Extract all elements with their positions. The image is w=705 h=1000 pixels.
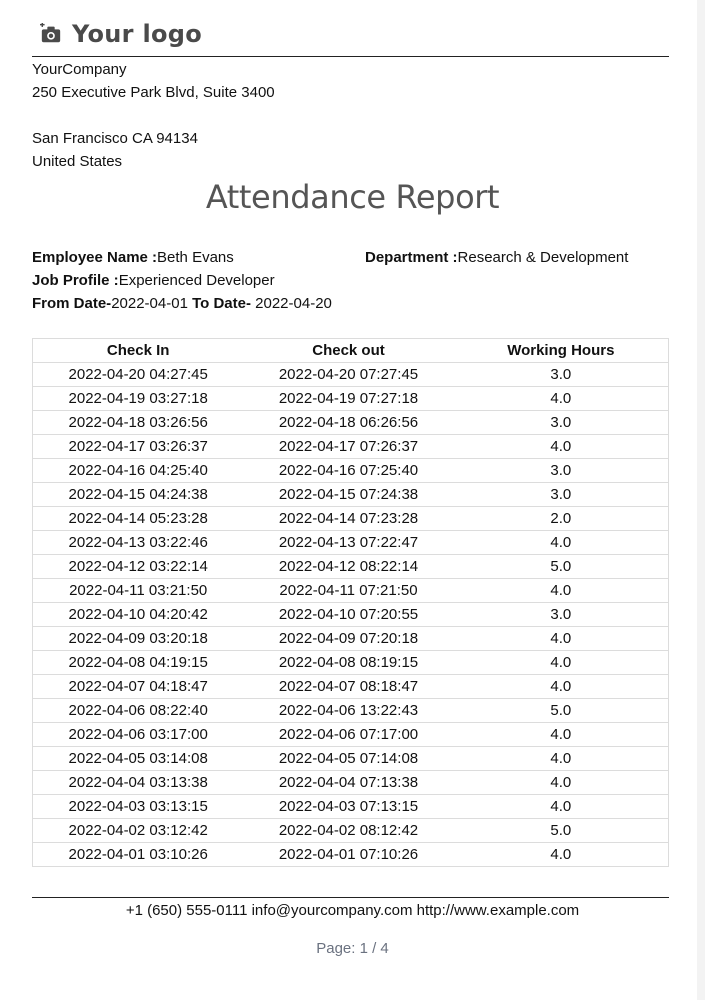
check-in-cell: 2022-04-10 04:20:42 [33,603,244,627]
check-out-cell: 2022-04-04 07:13:38 [243,771,453,795]
check-in-cell: 2022-04-19 03:27:18 [33,387,244,411]
job-profile-line [32,269,275,292]
logo-text: Your logo [72,20,203,48]
table-row [33,531,669,555]
employee-name-value: Beth Evans [157,249,234,266]
job-profile-value: Experienced Developer [118,272,275,289]
table-row [33,675,669,699]
table-row [33,651,669,675]
working-hours-cell: 4.0 [454,435,669,459]
page-number: Page: 1 / 4 [316,940,389,957]
camera-icon [40,23,62,45]
table-body [33,363,669,867]
table-header-row [33,339,669,363]
check-out-cell: 2022-04-10 07:20:55 [243,603,453,627]
check-in-cell: 2022-04-09 03:20:18 [33,627,244,651]
company-city: San Francisco CA 94134 [32,130,198,147]
working-hours-cell: 4.0 [454,531,669,555]
report-title: Attendance Report [205,178,500,216]
check-in-cell: 2022-04-07 04:18:47 [33,675,244,699]
check-in-cell: 2022-04-15 04:24:38 [33,483,244,507]
table-row [33,795,669,819]
table-row [33,603,669,627]
table-row [33,459,669,483]
table-row [33,819,669,843]
check-in-cell: 2022-04-02 03:12:42 [33,819,244,843]
check-out-cell: 2022-04-02 08:12:42 [243,819,453,843]
table-row [33,483,669,507]
table-row [33,555,669,579]
working-hours-cell: 4.0 [454,387,669,411]
table-row [33,747,669,771]
working-hours-cell: 4.0 [454,675,669,699]
check-out-cell: 2022-04-16 07:25:40 [243,459,453,483]
table-row [33,627,669,651]
working-hours-cell: 4.0 [454,843,669,867]
check-out-cell: 2022-04-05 07:14:08 [243,747,453,771]
table-row [33,435,669,459]
check-out-cell: 2022-04-08 08:19:15 [243,651,453,675]
check-out-cell: 2022-04-20 07:27:45 [243,363,453,387]
working-hours-cell: 2.0 [454,507,669,531]
table-row [33,363,669,387]
header-divider [32,56,669,57]
working-hours-cell: 5.0 [454,699,669,723]
page-edge [697,0,705,1000]
working-hours-cell: 4.0 [454,771,669,795]
from-date-value: 2022-04-01 [111,295,188,312]
from-date-label: From Date- [32,295,112,312]
working-hours-cell: 4.0 [454,795,669,819]
table-row [33,771,669,795]
working-hours-cell: 3.0 [454,483,669,507]
working-hours-cell: 3.0 [454,459,669,483]
working-hours-cell: 4.0 [454,627,669,651]
company-country: United States [32,153,123,170]
check-in-cell: 2022-04-16 04:25:40 [33,459,244,483]
check-out-cell: 2022-04-17 07:26:37 [243,435,453,459]
check-in-cell: 2022-04-18 03:26:56 [33,411,244,435]
working-hours-cell: 4.0 [454,723,669,747]
check-in-cell: 2022-04-20 04:27:45 [33,363,244,387]
attendance-table [32,338,669,867]
check-out-cell: 2022-04-13 07:22:47 [243,531,453,555]
employee-name-label: Employee Name : [32,249,158,266]
company-logo [40,16,202,52]
check-in-cell: 2022-04-13 03:22:46 [33,531,244,555]
working-hours-cell: 4.0 [454,651,669,675]
check-out-cell: 2022-04-07 08:18:47 [243,675,453,699]
department-label: Department : [365,249,458,266]
check-out-cell: 2022-04-06 07:17:00 [243,723,453,747]
check-in-cell: 2022-04-03 03:13:15 [33,795,244,819]
check-out-cell: 2022-04-12 08:22:14 [243,555,453,579]
table-row [33,723,669,747]
check-out-cell: 2022-04-06 13:22:43 [243,699,453,723]
to-date-label: To Date- [192,295,251,312]
check-out-cell: 2022-04-11 07:21:50 [243,579,453,603]
check-in-cell: 2022-04-12 03:22:14 [33,555,244,579]
check-out-cell: 2022-04-15 07:24:38 [243,483,453,507]
working-hours-cell: 4.0 [454,579,669,603]
working-hours-cell: 4.0 [454,747,669,771]
working-hours-cell: 3.0 [454,603,669,627]
table-row [33,579,669,603]
footer-contact: +1 (650) 555-0111 info@yourcompany.com http://www.example.com [125,902,580,919]
check-out-cell: 2022-04-09 07:20:18 [243,627,453,651]
company-name: YourCompany [32,61,127,78]
check-out-cell: 2022-04-14 07:23:28 [243,507,453,531]
column-header-check-in: Check In [33,339,244,363]
department-line [365,246,628,269]
column-header-check-out: Check out [243,339,453,363]
check-out-cell: 2022-04-18 06:26:56 [243,411,453,435]
check-in-cell: 2022-04-11 03:21:50 [33,579,244,603]
table-row [33,411,669,435]
working-hours-cell: 3.0 [454,411,669,435]
company-address [32,58,275,173]
working-hours-cell: 5.0 [454,819,669,843]
column-header-working-hours: Working Hours [454,339,669,363]
check-in-cell: 2022-04-01 03:10:26 [33,843,244,867]
check-out-cell: 2022-04-03 07:13:15 [243,795,453,819]
department-value: Research & Development [457,249,629,266]
check-in-cell: 2022-04-06 03:17:00 [33,723,244,747]
company-street: 250 Executive Park Blvd, Suite 3400 [32,84,275,101]
employee-name-line [32,246,234,269]
table-row [33,699,669,723]
check-out-cell: 2022-04-01 07:10:26 [243,843,453,867]
table-row [33,387,669,411]
check-in-cell: 2022-04-05 03:14:08 [33,747,244,771]
job-profile-label: Job Profile : [32,272,119,289]
check-in-cell: 2022-04-14 05:23:28 [33,507,244,531]
check-in-cell: 2022-04-17 03:26:37 [33,435,244,459]
date-range-line [32,292,332,315]
check-out-cell: 2022-04-19 07:27:18 [243,387,453,411]
check-in-cell: 2022-04-08 04:19:15 [33,651,244,675]
check-in-cell: 2022-04-04 03:13:38 [33,771,244,795]
footer-divider [32,897,669,898]
check-in-cell: 2022-04-06 08:22:40 [33,699,244,723]
table-row [33,843,669,867]
to-date-value: 2022-04-20 [255,295,332,312]
working-hours-cell: 5.0 [454,555,669,579]
working-hours-cell: 3.0 [454,363,669,387]
table-row [33,507,669,531]
